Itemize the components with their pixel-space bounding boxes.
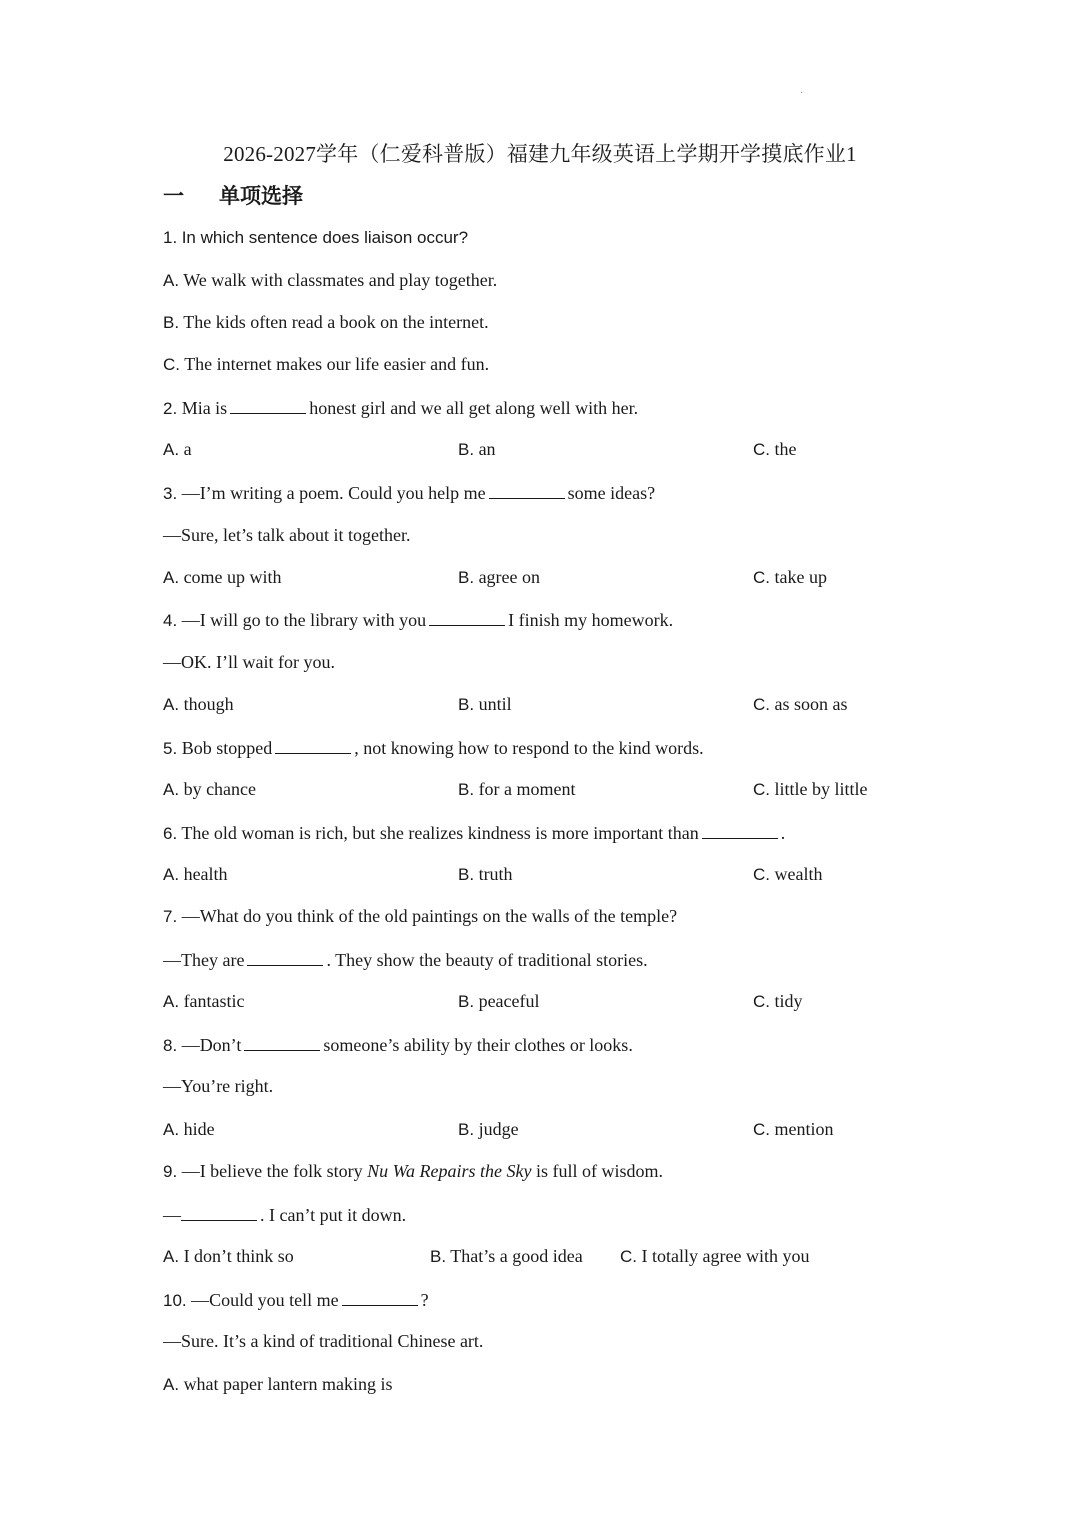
section-heading xyxy=(163,180,303,210)
option-c: C. mention xyxy=(753,1119,834,1139)
option-c: C. little by little xyxy=(753,779,868,799)
question-8-stem xyxy=(163,1032,633,1058)
question-text: —I will go to the library with you xyxy=(181,610,427,630)
question-3-stem xyxy=(163,480,655,506)
answer-blank xyxy=(181,1202,257,1221)
option-c: C. as soon as xyxy=(753,694,848,714)
question-8-reply: —You’re right. xyxy=(163,1076,274,1096)
option-a: A. a xyxy=(163,439,192,459)
question-number: 7. xyxy=(163,907,178,926)
question-text: is full of wisdom. xyxy=(535,1161,663,1181)
answer-blank xyxy=(230,395,306,414)
option-b: B. agree on xyxy=(458,567,541,587)
question-4-options xyxy=(0,692,1080,716)
option-b: B. That’s a good idea xyxy=(430,1246,583,1266)
question-1-option-c xyxy=(163,352,489,377)
question-number: 6. xyxy=(163,824,178,843)
question-text: I finish my homework. xyxy=(508,610,674,630)
option-b: B. an xyxy=(458,439,496,459)
option-b: B. judge xyxy=(458,1119,519,1139)
option-c: C. the xyxy=(753,439,797,459)
question-4-reply: —OK. I’ll wait for you. xyxy=(163,652,335,672)
option-text: what paper lantern making is xyxy=(183,1374,393,1394)
answer-blank xyxy=(702,820,778,839)
option-c: C. wealth xyxy=(753,864,823,884)
question-6-stem xyxy=(163,820,785,846)
question-text: Bob stopped xyxy=(181,738,273,758)
option-letter: C. xyxy=(163,355,180,374)
question-9-options xyxy=(0,1244,1080,1268)
question-text: —I believe the folk story xyxy=(181,1161,363,1181)
question-text: . xyxy=(780,823,786,843)
question-text: some ideas? xyxy=(567,483,656,503)
answer-blank xyxy=(247,947,323,966)
option-b: B. until xyxy=(458,694,512,714)
option-a: A. though xyxy=(163,694,234,714)
option-a: A. hide xyxy=(163,1119,215,1139)
question-text: The old woman is rich, but she realizes kindness is more important than xyxy=(181,823,699,843)
question-number: 2. xyxy=(163,399,178,418)
question-8-options xyxy=(0,1117,1080,1141)
option-letter: B. xyxy=(163,313,180,332)
option-a: A. fantastic xyxy=(163,991,245,1011)
question-10-reply: —Sure. It’s a kind of traditional Chinese art. xyxy=(163,1331,484,1351)
option-c: C. tidy xyxy=(753,991,803,1011)
question-number: 3. xyxy=(163,484,178,503)
page-title: 2026-2027学年（仁爱科普版）福建九年级英语上学期开学摸底作业1 xyxy=(223,142,857,166)
question-text: someone’s ability by their clothes or looks. xyxy=(323,1035,633,1055)
question-7-options xyxy=(0,989,1080,1013)
question-number: 4. xyxy=(163,611,178,630)
answer-blank xyxy=(429,607,505,626)
question-2-options xyxy=(0,437,1080,461)
question-text: ? xyxy=(420,1290,429,1310)
answer-blank xyxy=(275,735,351,754)
question-3-options xyxy=(0,565,1080,589)
question-10-option-a xyxy=(163,1372,393,1397)
question-text: , not knowing how to respond to the kind words. xyxy=(354,738,704,758)
question-6-options xyxy=(0,862,1080,886)
question-text: —Don’t xyxy=(181,1035,242,1055)
question-1-stem xyxy=(163,225,468,250)
option-c: C. take up xyxy=(753,567,827,587)
option-a: A. come up with xyxy=(163,567,282,587)
question-9-stem xyxy=(163,1159,663,1184)
option-a: A. by chance xyxy=(163,779,257,799)
question-text: Mia is xyxy=(181,398,228,418)
question-10-stem xyxy=(163,1287,429,1313)
corner-mark: · xyxy=(800,88,804,99)
question-7-reply: —They are . They show the beauty of traditional stories. xyxy=(163,947,648,972)
question-number: 1. xyxy=(163,228,178,247)
question-number: 10. xyxy=(163,1291,187,1310)
answer-blank xyxy=(342,1287,418,1306)
option-b: B. truth xyxy=(458,864,513,884)
question-2-stem xyxy=(163,395,638,421)
question-text: —Could you tell me xyxy=(191,1290,339,1310)
question-number: 5. xyxy=(163,739,178,758)
question-number: 8. xyxy=(163,1036,178,1055)
question-4-stem xyxy=(163,607,673,633)
answer-blank xyxy=(244,1032,320,1051)
option-text: The kids often read a book on the internet. xyxy=(183,312,489,332)
question-3-reply: —Sure, let’s talk about it together. xyxy=(163,525,411,545)
option-c: C. I totally agree with you xyxy=(620,1246,810,1266)
question-text: —I’m writing a poem. Could you help me xyxy=(181,483,486,503)
option-b: B. peaceful xyxy=(458,991,540,1011)
question-7-stem xyxy=(163,904,677,929)
option-text: The internet makes our life easier and fun. xyxy=(184,354,490,374)
question-5-stem xyxy=(163,735,704,761)
option-b: B. for a moment xyxy=(458,779,576,799)
section-title: 单项选择 xyxy=(219,184,303,208)
answer-blank xyxy=(489,480,565,499)
option-text: We walk with classmates and play together. xyxy=(183,270,498,290)
section-number: 一 xyxy=(163,184,184,208)
question-9-reply: — . I can’t put it down. xyxy=(163,1202,406,1227)
option-letter: A. xyxy=(163,1375,180,1394)
option-a: A. I don’t think so xyxy=(163,1246,294,1266)
option-a: A. health xyxy=(163,864,228,884)
question-1-option-a xyxy=(163,268,497,293)
question-text: —What do you think of the old paintings on the walls of the temple? xyxy=(181,906,678,926)
question-text: In which sentence does liaison occur? xyxy=(181,228,469,247)
option-letter: A. xyxy=(163,271,180,290)
question-5-options xyxy=(0,777,1080,801)
story-title: Nu Wa Repairs the Sky xyxy=(367,1161,532,1181)
question-text: honest girl and we all get along well with her. xyxy=(309,398,639,418)
question-1-option-b xyxy=(163,310,489,335)
question-number: 9. xyxy=(163,1162,178,1181)
